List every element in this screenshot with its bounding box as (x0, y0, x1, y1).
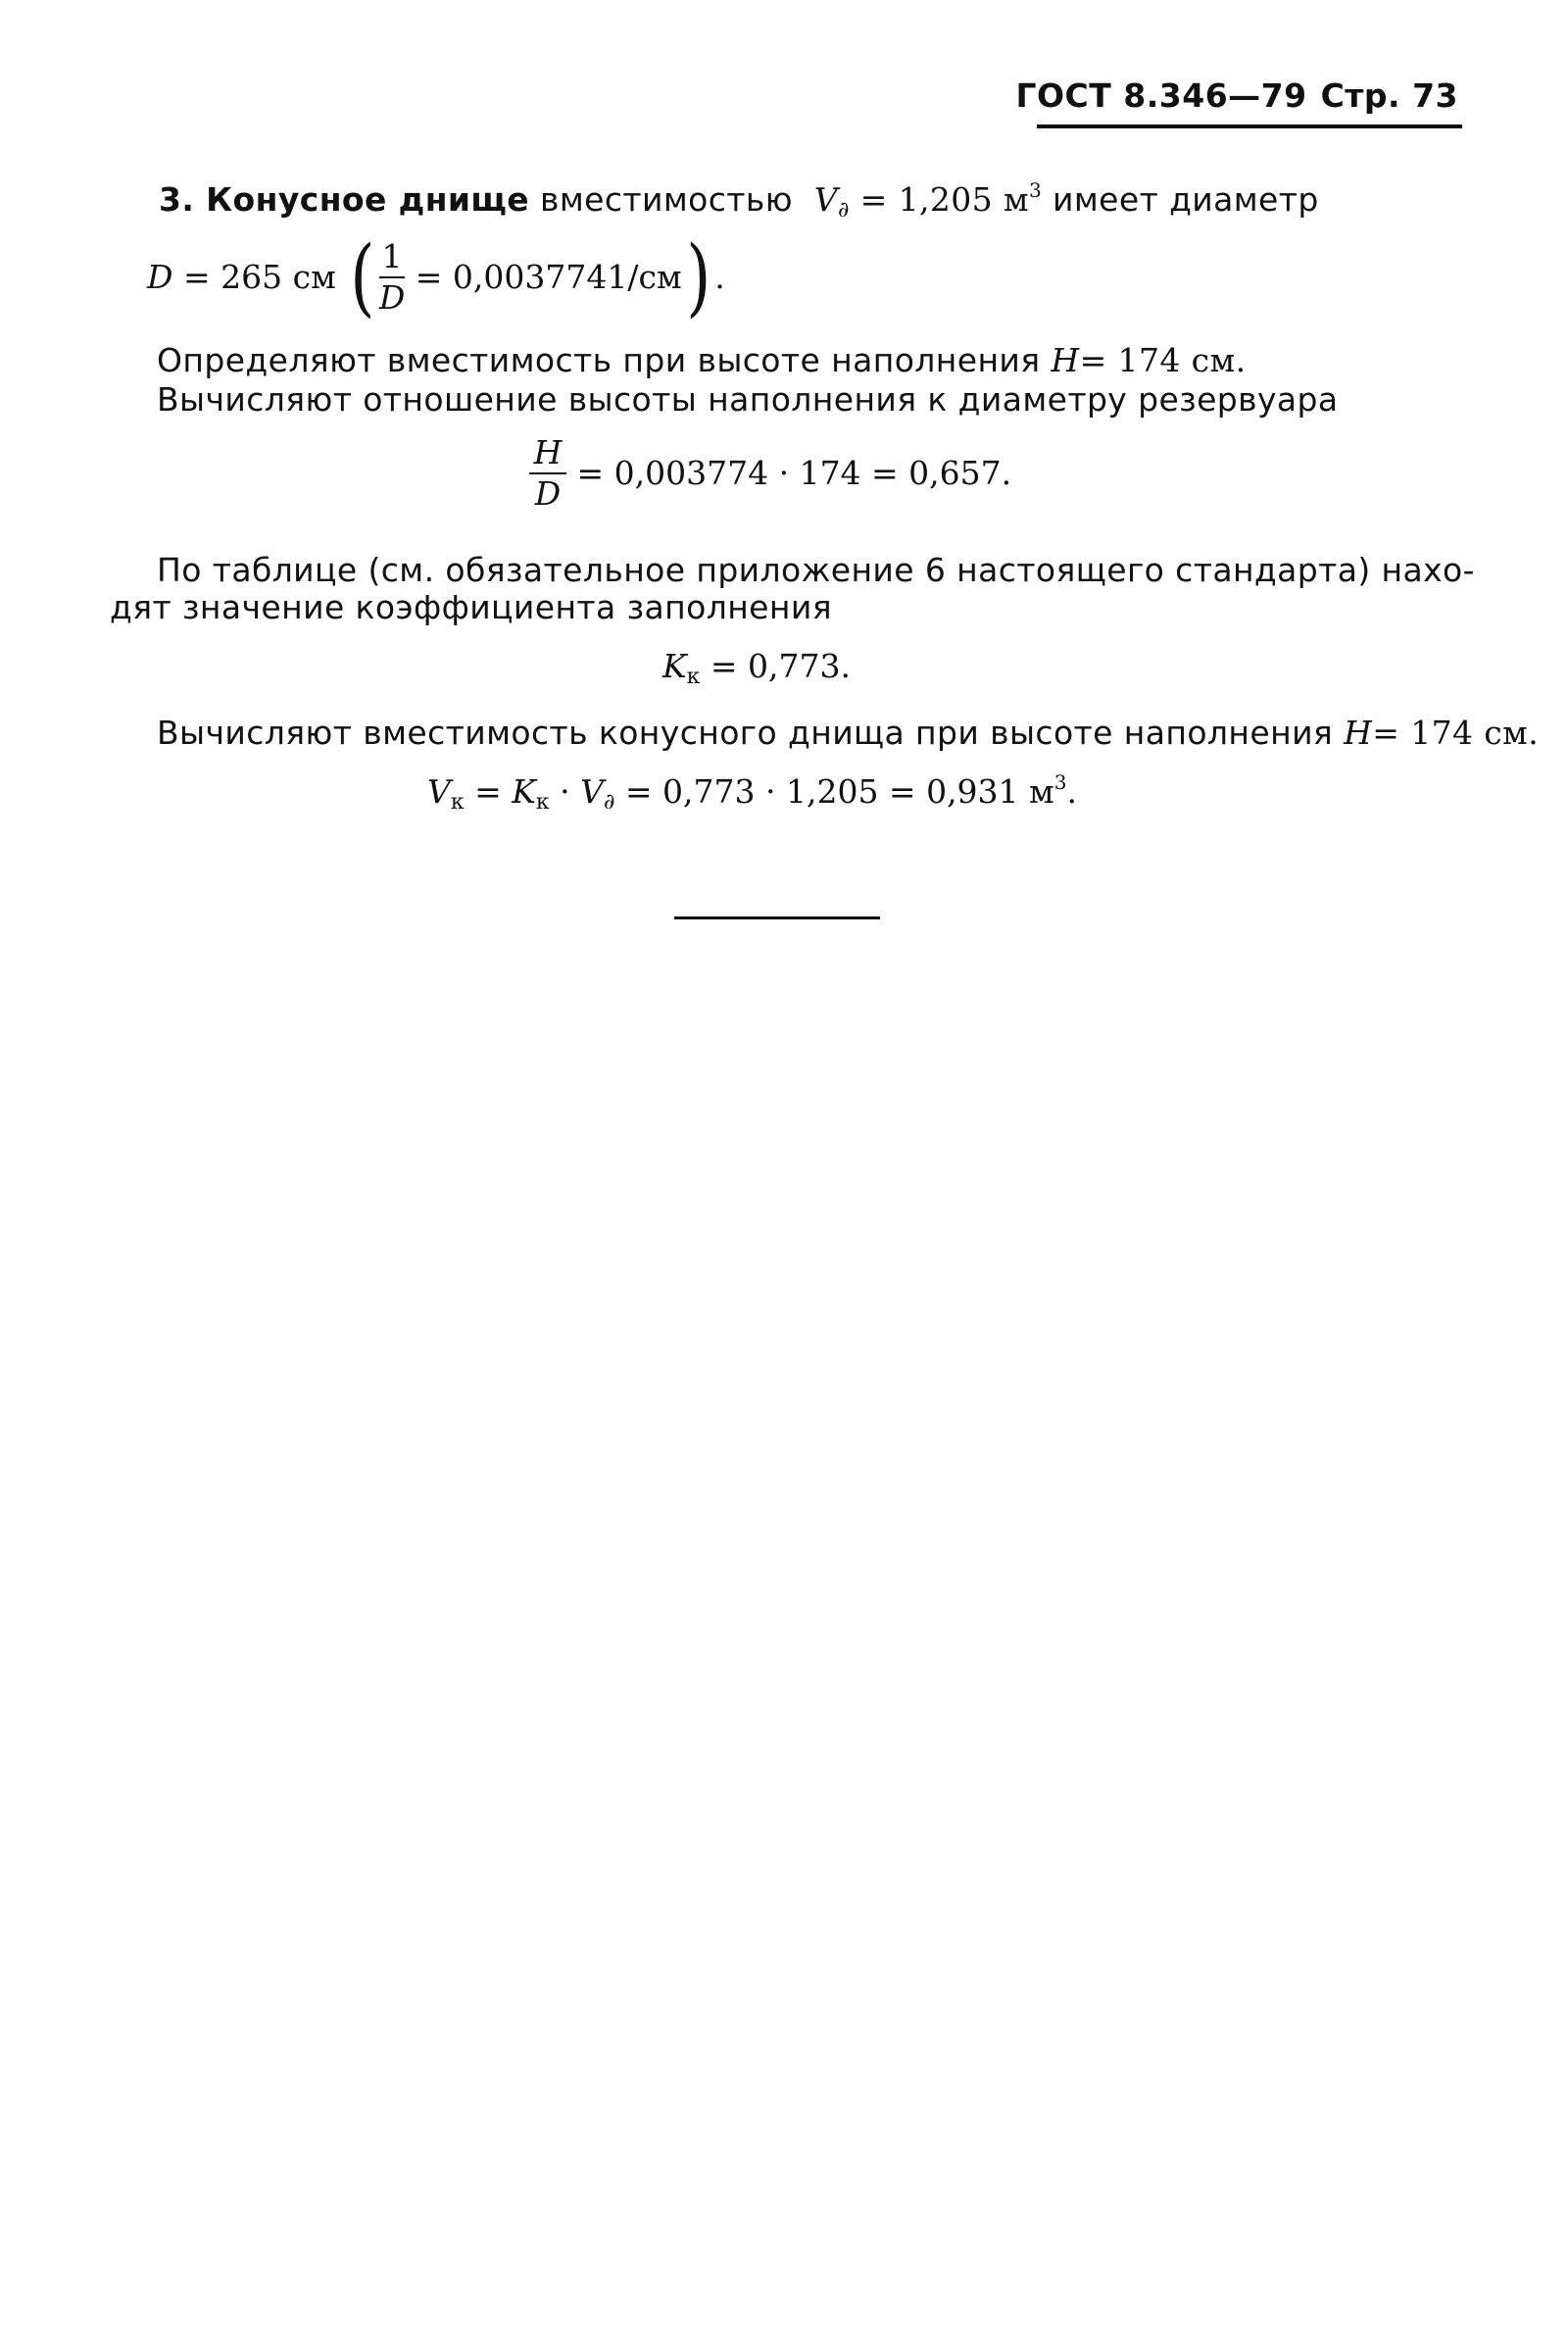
page-header (1015, 76, 1458, 115)
paragraph-volume-text: Вычисляют вместимость конусного днища при высоте наполнения (157, 714, 1334, 752)
vk-symbol: V (427, 772, 451, 811)
paragraph-table-line2 (110, 588, 832, 627)
h-value-2: = 174 см. (1372, 714, 1540, 752)
fraction-numerator: 1 (381, 237, 403, 275)
item-3-lead: 3. Конусное днище (159, 180, 530, 219)
volume-formula (427, 772, 1077, 822)
ratio-numerator: H (533, 433, 563, 471)
vd-symbol: V (813, 180, 838, 219)
vd-subscript-2: ∂ (604, 790, 615, 815)
paragraph-ratio-text: Вычисляют отношение высоты наполнения к диаметру резервуара (157, 380, 1339, 419)
h-symbol: H (1051, 341, 1080, 379)
kk-subscript-2: к (535, 790, 550, 815)
paragraph-fill-height (157, 341, 1246, 380)
header-rule (1037, 124, 1462, 128)
vk-period: . (1066, 772, 1077, 811)
ratio-value: = 0,003774 · 174 = 0,657. (576, 454, 1012, 492)
kk-symbol: K (662, 647, 687, 685)
fraction-denominator: D (378, 278, 406, 317)
open-paren: ( (350, 228, 375, 326)
diameter-symbol: D (147, 258, 173, 296)
vk-value: = 0,773 · 1,205 = 0,931 м (624, 772, 1054, 811)
ratio-fraction (529, 435, 566, 512)
kk-symbol-2: K (512, 772, 536, 811)
vk-subscript: к (450, 790, 465, 815)
paragraph-table-line2-text: дят значение коэффициента заполнения (110, 588, 832, 626)
vk-unit-exponent: 3 (1054, 770, 1067, 794)
reciprocal-value: = 0,0037741/см (415, 258, 682, 296)
vd-subscript: ∂ (837, 198, 850, 223)
item-3-text-b: имеет диаметр (1053, 180, 1319, 219)
paragraph-volume (157, 714, 1539, 753)
h-value: = 174 см. (1079, 341, 1247, 379)
diameter-value: = 265 см (182, 258, 336, 296)
ratio-denominator: D (534, 474, 562, 513)
paragraph-table-line1-text: По таблице (см. обязательное приложение 6 настоящего стандарта) нахо- (157, 551, 1475, 589)
h-symbol-2: H (1344, 714, 1373, 752)
item-3-line (159, 180, 1319, 230)
document-number: ГОСТ 8.346—79 (1015, 76, 1307, 115)
ratio-formula (529, 435, 1011, 523)
kk-value: = 0,773. (710, 647, 852, 685)
paragraph-fill-height-text: Определяют вместимость при высоте наполнения (157, 341, 1041, 379)
kk-subscript: к (686, 665, 701, 689)
paragraph-table-line1 (157, 551, 1475, 590)
paragraph-ratio (157, 380, 1339, 420)
close-paren: ) (685, 228, 711, 326)
item-3-text-a: вместимостью (539, 180, 793, 219)
diameter-formula (147, 228, 725, 333)
formula-period: . (714, 258, 725, 296)
fill-coefficient-formula (662, 647, 851, 697)
vd-symbol-2: V (580, 772, 604, 811)
vd-unit-exponent: 3 (1029, 178, 1043, 202)
reciprocal-fraction (379, 239, 405, 316)
vk-equals: = (474, 772, 502, 811)
multiply-dot: · (560, 772, 570, 811)
end-rule (674, 916, 880, 919)
vd-value: = 1,205 м (859, 180, 1029, 219)
page-number: Стр. 73 (1320, 76, 1458, 115)
